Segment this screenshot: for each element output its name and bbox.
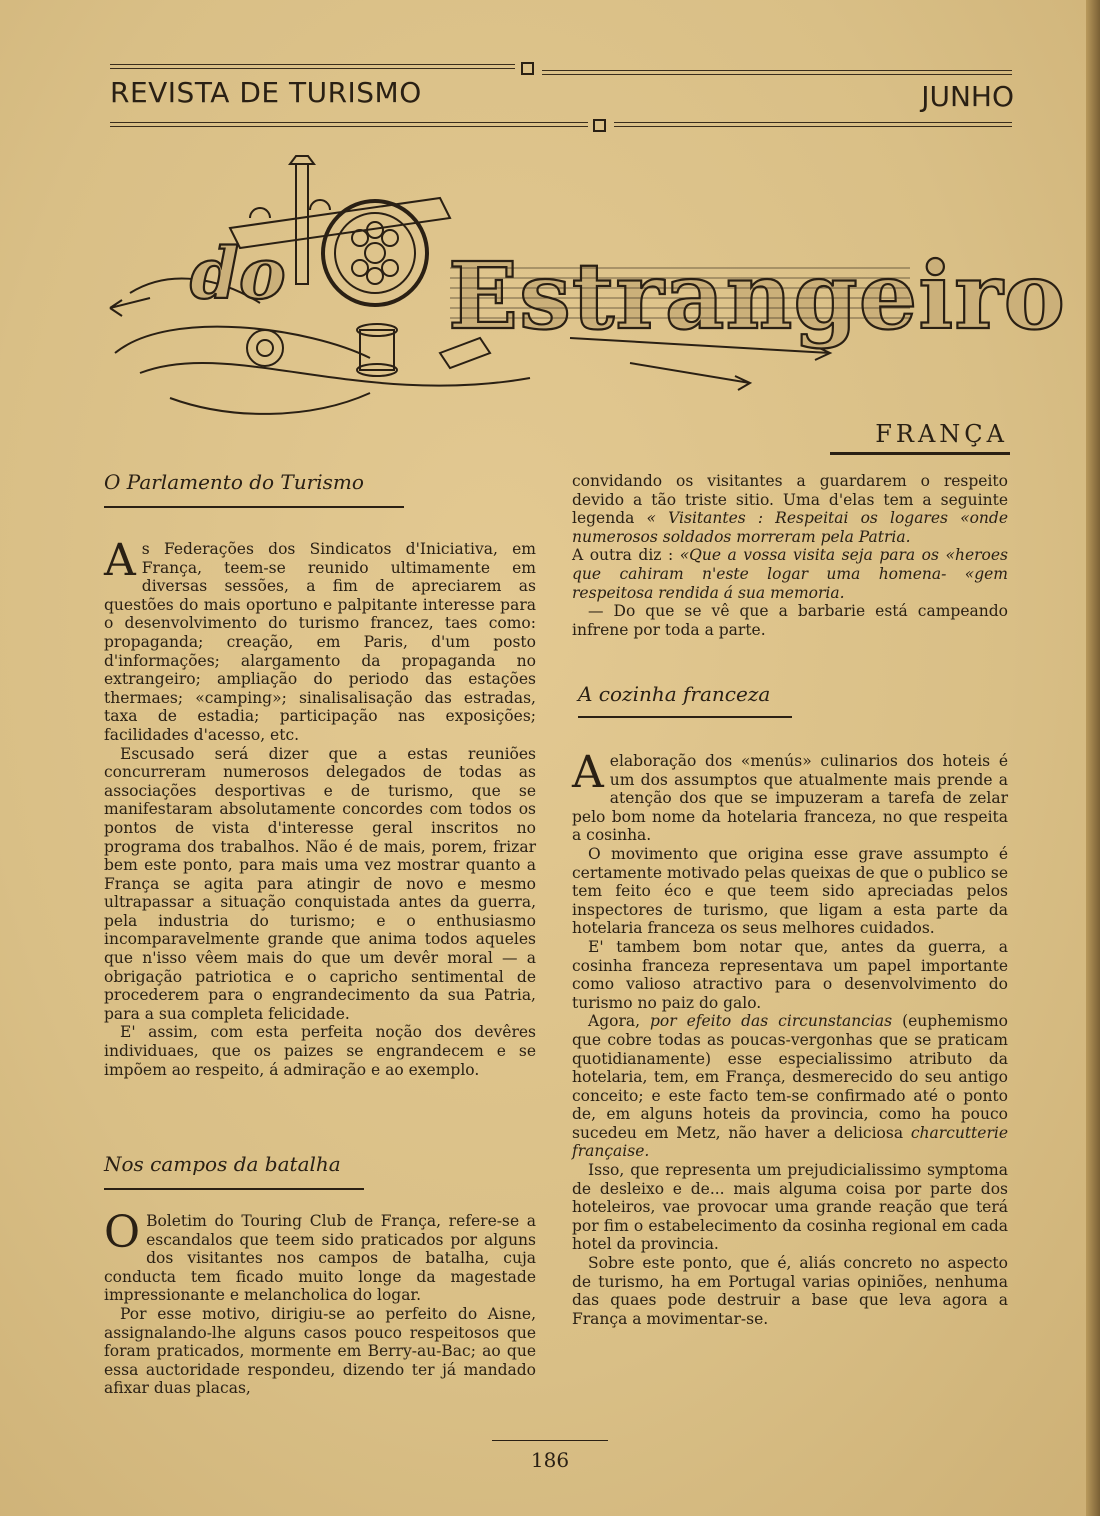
paragraph [572, 472, 1008, 546]
dropcap: O [104, 1207, 141, 1258]
issue-month: JUNHO [921, 80, 1014, 113]
quote-text: «Que a vossa visita seja para os «heroes que cahiram n'este logar uma homena- «gem respeitosa rendida á sua memoria. [572, 546, 1008, 602]
header-rule-top-left-2 [110, 68, 515, 69]
page-number: 186 [530, 1448, 570, 1472]
page-number-rule [492, 1440, 608, 1441]
paragraph: Isso, que representa um prejudicialissimo symptoma de desleixo e de... mais alguma coisa por parte dos hoteleiros, vae provocar uma grande reação que terá por fim o estabelecimento da cosinha regional em cada hotel da provincia. [572, 1161, 1008, 1254]
paragraph-text: elaboração dos «menús» culinarios dos hoteis é um dos assumptos que atualmente mais prende a atenção dos que se impuzeram a tarefa de zelar pelo bom nome da hotelaria franceza, no que respeita a cosinha. [572, 752, 1008, 845]
dropcap: A [104, 535, 136, 586]
paragraph: O movimento que origina esse grave assumpto é certamente motivado pelas queixas de que o publico se tem feito éco e que teem sido apreciadas pelos inspectores de turismo, que ligam a esta parte da hotelaria franceza os seus melhores cuidados. [572, 844, 1008, 938]
heading-cozinha: A cozinha franceza [578, 682, 771, 706]
header-rule-bottom-left-2 [110, 126, 588, 127]
svg-text:Estrangeiro: Estrangeiro [448, 242, 1067, 350]
paragraph: Sobre este ponto, que é, aliás concreto no aspecto de turismo, ha em Portugal varias opiniões, nenhuma das quaes pode destruir a base que leva agora a França a movimentar-se. [572, 1254, 1008, 1328]
magazine-title: REVISTA DE TURISMO [110, 76, 422, 109]
paragraph: E' tambem bom notar que, antes da guerra, a cosinha franceza representava um papel importante como valioso atractivo para o desenvolvimento do turismo no paiz do galo. [572, 937, 1008, 1012]
paragraph [104, 1207, 536, 1305]
paragraph-text: (euphemismo que cobre todas as poucas-vergonhas que se praticam quotidianamente) esse especialissimo atributo da hotelaria, tem, em França, desmerecido do seu antigo conceito; e este facto tem-se confirmado até o ponto de, em alguns hoteis da provincia, como ha pouco sucedeu em Metz, não haver a deliciosa [572, 1012, 1008, 1142]
paragraph: — Do que se vê que a barbarie está campeando infrene por toda a parte. [572, 602, 1008, 639]
header-rule-top-right-2 [542, 74, 1012, 75]
paragraph-text: convidando os visitantes a guardarem o respeito devido a tão triste sitio. Uma d'elas tem a seguinte legenda [572, 472, 1008, 528]
paragraph [572, 1012, 1008, 1161]
section-country-label: FRANÇA [875, 420, 1008, 448]
dropcap: A [572, 747, 604, 798]
quote-text: « Visitantes : Respeitai os logares «onde numerosos soldados morreram pela Patria. [572, 509, 1008, 546]
header-rule-top-left [110, 64, 515, 65]
paragraph-text: Agora, [588, 1012, 641, 1031]
paragraph-text: s Federações dos Sindicatos d'Iniciativa, em França, teem-se reunido ultimamente em diversas sessões, a fim de apreciarem as questões do mais oportuno e palpitante interesse para o desenvolvimento do turismo francez, taes como: propaganda; creação, em Paris, d'um posto d'informações; alargamento da propaganda no extrangeiro; ampliação do periodo das estações thermaes; «camping»; sinalisalisação das estradas, taxa de estadia; participação nas exposições; facilidades d'acesso, etc. [104, 540, 536, 744]
paragraph: Escusado será dizer que a estas reuniões concurreram numerosos delegados de todas as associações desportivas e de turismo, que se manifestaram absolutamente concordes com todos os pontos de vista d'interesse geral inscritos no programa dos trabalhos. Não é de mais, porem, frizar bem este ponto, para mais uma vez mostrar quanto a França se agita para atingir de novo e mesmo ultrapassar a situação conquistada antes da guerra, pela industria do turismo; e o enthusiasmo incomparavelmente grande que anima todos aqueles que n'isso vêem mais do que um devêr moral — a obrigação patriotica e o capricho sentimental de procederem para o engrandecimento da sua Patria, para a sua completa felicidade. [104, 744, 536, 1023]
header-ornament-box-2 [593, 119, 606, 132]
emphasis-text: charcutterie française. [572, 1123, 1008, 1161]
page-edge-shadow [1086, 0, 1100, 1516]
header-rule-top-right [542, 70, 1012, 71]
paragraph [572, 546, 1008, 602]
heading-rule-cozinha [578, 716, 792, 718]
banner-illustration [110, 158, 1067, 420]
article-campos [104, 1207, 536, 1398]
header-rule-bottom-right [614, 122, 1012, 123]
paragraph: E' assim, com esta perfeita noção dos devêres individuaes, que os paizes se engrandecem e se impõem ao respeito, á admiração e ao exemplo. [104, 1023, 536, 1079]
paragraph-text: Boletim do Touring Club de França, refere-se a escandalos que teem sido praticados por alguns dos visitantes nos campos de batalha, cuja conducta tem ficado muito longe da magestade impressionante e melancholica do logar. [104, 1212, 536, 1305]
heading-rule-campos [104, 1188, 364, 1190]
paragraph [104, 535, 536, 745]
svg-text:do: do [190, 232, 286, 315]
header-rule-bottom-left [110, 122, 588, 123]
paragraph-text: A outra diz : [572, 546, 674, 565]
heading-campos: Nos campos da batalha [104, 1152, 341, 1176]
article-campos-continued [572, 472, 1008, 639]
paragraph: Por esse motivo, dirigiu-se ao perfeito do Aisne, assignalando-lhe alguns casos pouco respeitosos que foram praticados, mormente em Berry-au-Bac; ao que essa auctoridade respondeu, dizendo ter já mandado afixar duas placas, [104, 1304, 536, 1398]
heading-parlamento: O Parlamento do Turismo [104, 470, 364, 494]
article-cozinha [572, 747, 1008, 1328]
emphasis-text: por efeito das circunstancias [649, 1012, 893, 1031]
heading-rule-parlamento [104, 506, 404, 508]
article-parlamento [104, 535, 536, 1079]
header-ornament-box [521, 62, 534, 75]
header-rule-bottom-right-2 [614, 126, 1012, 127]
section-rule [830, 452, 1010, 455]
paragraph [572, 747, 1008, 845]
